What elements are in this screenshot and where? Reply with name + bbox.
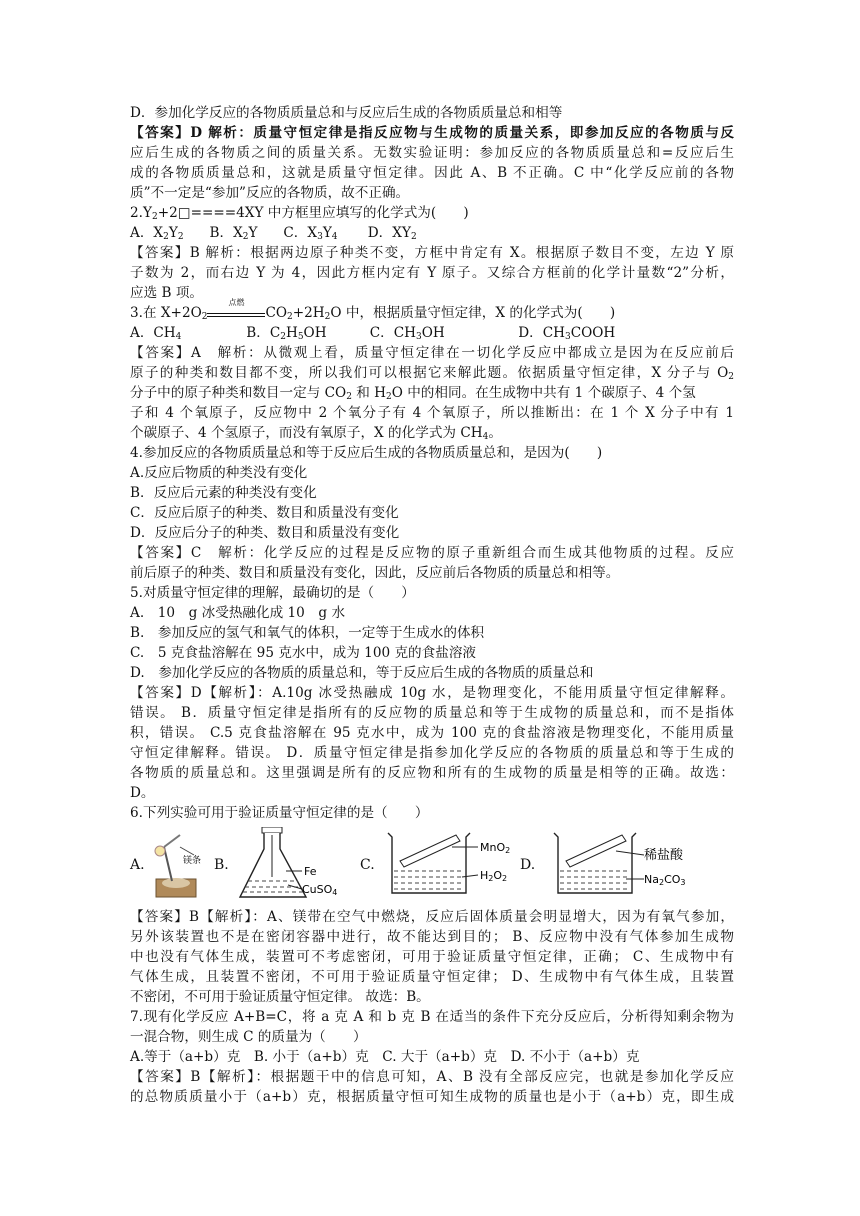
label-hydrogen-peroxide: H2O2	[480, 869, 508, 883]
q6-stem: 6.下列实验可用于验证质量守恒定律的是（ ）	[130, 805, 429, 821]
q5-option: C. 5 克食盐溶解在 95 克水中，成为 100 克的食盐溶液	[130, 645, 477, 661]
answer-line: D。	[130, 785, 155, 801]
answer-line: 应选 B 项。	[130, 285, 204, 301]
label-sodium-carbonate: Na2CO3	[644, 873, 686, 887]
q4-option: C．反应后原子的种类、数目和质量没有变化	[130, 505, 399, 521]
q5-stem: 5.对质量守恒定律的理解，最确切的是（ ）	[130, 585, 415, 601]
text-line: D．参加化学反应的各物质质量总和与反应后生成的各物质质量总和相等	[130, 105, 563, 121]
answer-line: 分子中的原子种类和数目一定与 $CO_2$ 和 $H_2O$ 中的相同。在生成物中共有 1 个碳原子、4 个氢	[130, 385, 696, 402]
q5-option: D. 参加化学反应的各物质的质量总和，等于反应后生成的各物质的质量总和	[130, 665, 594, 681]
figure-label-b: B.	[214, 857, 229, 873]
q3-stem: 3.在 $X+2O_2$ 点燃 $CO_2+2H_2O$ 中，根据质量守恒定律，X 的化学式为( )	[130, 298, 616, 322]
q7-stem: 一混合物，则生成 C 的质量为（ ）	[130, 1029, 367, 1045]
reaction-arrow: 点燃	[207, 305, 265, 317]
q2-options: A．$X_2Y_2$ B．$X_2Y$ C．$X_3Y_4$ D．$XY_2$	[130, 225, 417, 242]
label-manganese-dioxide: MnO2	[480, 841, 511, 855]
answer-line: 【答案】B【解析】：A、镁带在空气中燃烧，反应后固体质量会明显增大，因为有氧气参加，	[130, 909, 734, 925]
answer-line: 个碳原子、4 个氢原子，而没有氧原子，X 的化学式为 $CH_4$。	[130, 425, 502, 442]
figure-label-a: A.	[130, 857, 145, 873]
answer-line: 不密闭，不可用于验证质量守恒定律。 故选：B。	[130, 989, 430, 1005]
answer-line: 【答案】C 解析：化学反应的过程是反应物的原子重新组合而生成其他物质的过程。反应	[130, 545, 734, 561]
answer-line: 另外该装置也不是在密闭容器中进行，故不能达到目的； B、反应物中没有气体参加生成物	[130, 929, 734, 945]
text-line	[130, 123, 734, 143]
answer-line: 守恒定律解释。错误。 D．质量守恒定律是指参加化学反应的各物质的质量总和等于生成的	[130, 745, 734, 761]
q4-stem: 4.参加反应的各物质质量总和等于反应后生成的各物质质量总和，是因为( )	[130, 445, 603, 461]
q7-options: A.等于（a+b）克 B. 小于（a+b）克 C. 大于（a+b）克 D. 不小于（a+b）克	[130, 1049, 640, 1065]
answer-line: 积，错误。 C.5 克食盐溶解在 95 克水中，成为 100 克的食盐溶液是物理变化，不能用质量	[130, 725, 734, 741]
magnesium-burning-figure	[150, 827, 216, 903]
label-magnesium-ribbon: 镁条	[183, 856, 202, 866]
text-line: 成的各物质质量总和，这就是质量守恒定律。因此 A、B 不正确。C 中“化学反应前的各物	[130, 165, 734, 181]
q4-option: A.反应后物质的种类没有变化	[130, 465, 308, 481]
answer-line: 【答案】D【解析】：A.10g 冰受热融成 10g 水，是物理变化，不能用质量守恒定律解释。	[130, 685, 734, 701]
label-dilute-hcl: 稀盐酸	[644, 848, 684, 863]
figure-label-d: D.	[520, 857, 536, 873]
q7-stem: 7.现有化学反应 A+B=C，将 a 克 A 和 b 克 B 在适当的条件下充分反应后，分析得知剩余物为	[130, 1009, 734, 1025]
answer-line: 原子的种类和数目都不变，所以我们可以根据它来解此题。依据质量守恒定律，X 分子与 $O_2$	[130, 365, 734, 382]
answer-line: 【答案】B 解析：根据两边原子种类不变，方框中肯定有 X。根据原子数目不变，左边 Y 原	[130, 245, 734, 261]
answer-line: 气体生成，且装置不密闭，不可用于验证质量守恒定律； D、生成物中有气体生成，且装置	[130, 969, 734, 985]
answer-line: 子数为 2，而右边 Y 为 4，因此方框内定有 Y 原子。又综合方框前的化学计量数“2”分析，	[130, 265, 734, 281]
text-line: 质”不一定是“参加”反应的各物质，故不正确。	[130, 185, 410, 201]
document-page	[130, 103, 734, 1107]
q5-option: B. 参加反应的氢气和氧气的体积，一定等于生成水的体积	[130, 625, 485, 641]
answer-line: 中也没有气体生成，装置可不考虑密闭，可用于验证质量守恒定律，正确； C、生成物中有	[130, 949, 734, 965]
q4-option: D．反应后分子的种类、数目和质量没有变化	[130, 525, 400, 541]
answer-line: 各物质的质量总和。这里强调是所有的反应物和所有的生成物的质量是相等的正确。故选：	[130, 765, 734, 781]
figure-label-c: C.	[360, 857, 375, 873]
answer-line: 错误。 B．质量守恒定律是指所有的反应物的质量总和等于生成物的质量总和，而不是指体	[130, 705, 734, 721]
q4-option: B．反应后元素的种类没有变化	[130, 485, 317, 501]
beaker-mno2-figure	[382, 831, 518, 901]
answer-line: 【答案】D 解析：质量守恒定律是指反应物与生成物的质量关系，即参加反应的各物质与反	[130, 125, 734, 141]
label-copper-sulfate: CuSO4	[302, 883, 338, 897]
answer-line: 【答案】A 解析：从微观上看，质量守恒定律在一切化学反应中都成立是因为在反应前后	[130, 345, 734, 361]
q2-stem: $2.Y_2+2□====4XY$ 中方框里应填写的化学式为( )	[130, 205, 469, 222]
answer-line: 的总物质质量小于（a+b）克，根据质量守恒可知生成物的质量也是小于（a+b）克，即生成	[130, 1089, 734, 1105]
answer-line: 子和 4 个氧原子，反应物中 2 个氧分子有 4 个氧原子，所以推断出：在 1 个 X 分子中有 1	[130, 405, 734, 421]
q6-figures	[130, 827, 734, 903]
answer-line: 【答案】B【解析】：根据题干中的信息可知，A、B 没有全部反应完，也就是参加化学反应	[130, 1069, 734, 1085]
beaker-hcl-figure	[544, 831, 694, 901]
q5-option: A. 10 g 冰受热融化成 10 g 水	[130, 605, 346, 621]
text-line: 应后生成的各物质之间的质量关系。无数实验证明：参加反应的各物质质量总和=反应后生	[130, 145, 734, 161]
q3-options: A．$CH_4$ B．$C_2H_5OH$ C．$CH_3OH$ D．$CH_3COOH$	[130, 325, 616, 342]
conical-flask-figure	[232, 827, 352, 903]
label-iron: Fe	[304, 865, 317, 878]
answer-line: 前后原子的种类、数目和质量没有变化，因此，反应前后各物质的质量总和相等。	[130, 565, 620, 581]
